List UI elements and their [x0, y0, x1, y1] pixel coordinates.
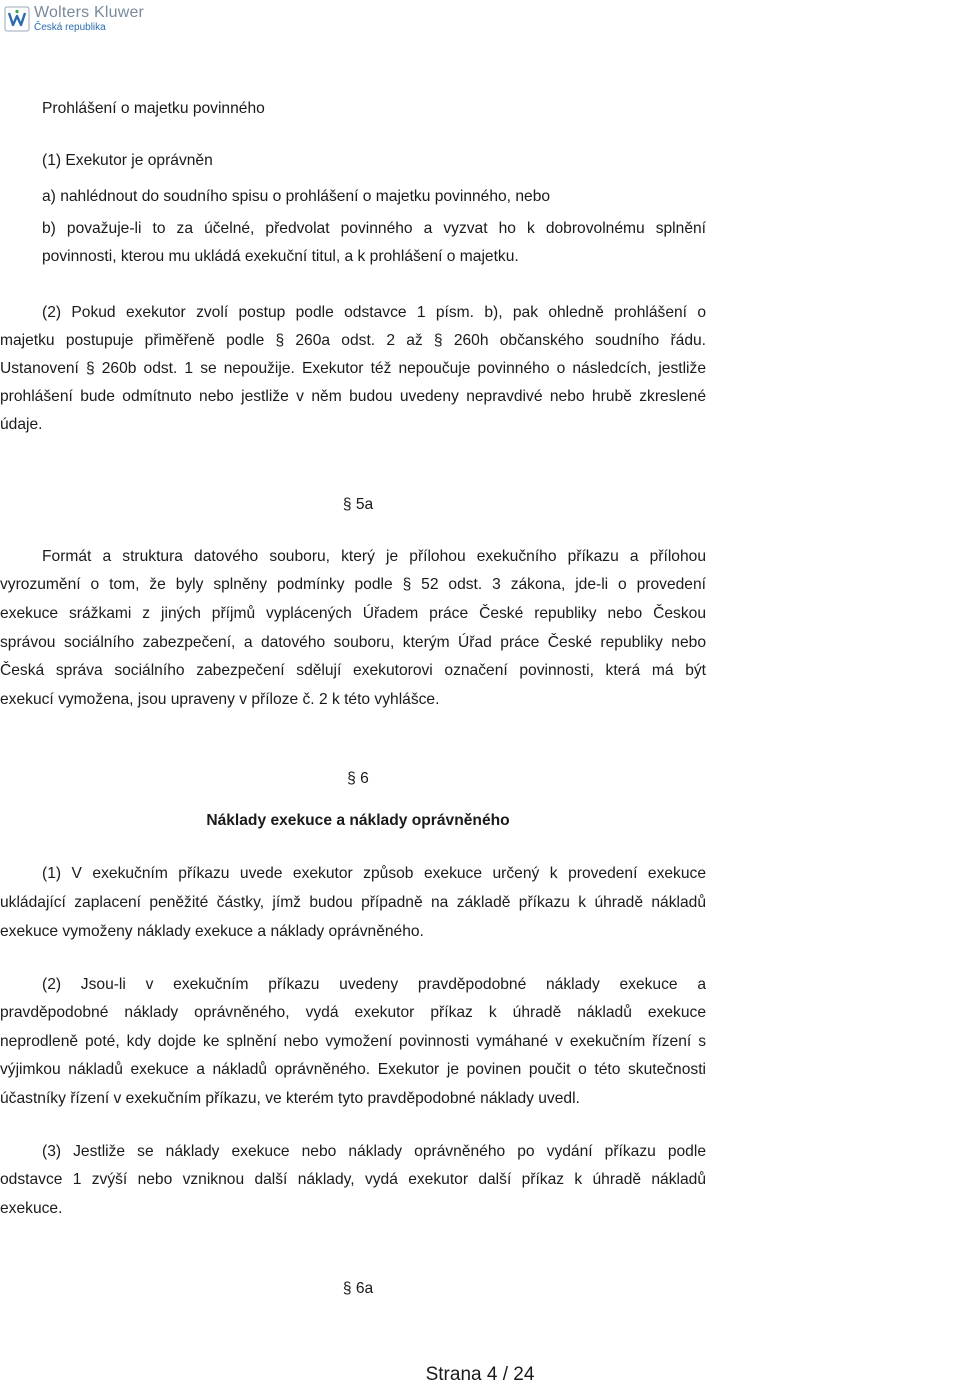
paragraph-line: povinnosti, kterou mu ukládá exekuční titul, a k prohlášení o majetku.	[42, 248, 519, 265]
paragraph-line: Formát a struktura datového souboru, který je přílohou exekučního příkazu a přílohou	[42, 548, 706, 565]
paragraph-line: a) nahlédnout do soudního spisu o prohlášení o majetku povinného, nebo	[42, 188, 551, 205]
paragraph-line: exekuce.	[0, 1200, 63, 1217]
paragraph-line: výjimkou nákladů exekuce a nákladů oprávněného. Exekutor je povinen poučit o této skutečnosti	[0, 1061, 706, 1078]
paragraph-line: vyrozumění o tom, že byly splněny podmínky podle § 52 odst. 3 zákona, jde-li o provedení	[0, 576, 706, 593]
paragraph-line: majetku postupuje přiměřeně podle § 260a odst. 2 až § 260h občanského soudního řádu.	[0, 332, 706, 349]
paragraph-line: b) považuje-li to za účelné, předvolat povinného a vyzvat ho k dobrovolnému splnění	[42, 220, 706, 237]
paragraph-line: účastníky řízení v exekučním příkazu, ve kterém tyto pravděpodobné náklady uvedl.	[0, 1090, 580, 1107]
paragraph-line: (1) V exekučním příkazu uvede exekutor způsob exekuce určený k provedení exekuce	[42, 865, 706, 882]
section-heading: Náklady exekuce a náklady oprávněného	[206, 812, 510, 829]
page-number: Strana 4 / 24	[425, 1364, 535, 1385]
section-number: § 6	[347, 770, 369, 787]
paragraph-line: údaje.	[0, 416, 43, 433]
paragraph-line: ukládající zaplacení peněžité částky, jímž budou případně na základě příkazu k úhradě nákladů	[0, 894, 706, 911]
section-number: § 5a	[342, 496, 374, 513]
paragraph-line: exekuce srážkami z jiných příjmů vyplácených Úřadem práce České republiky nebo Českou	[0, 605, 706, 622]
paragraph-line: správou sociálního zabezpečení, a datového souboru, kterým Úřad práce České republiky nebo	[0, 634, 706, 651]
paragraph-line: Česká správa sociálního zabezpečení sdělují exekutorovi označení povinnosti, která má být	[0, 662, 706, 679]
paragraph-line: exekucí vymožena, jsou upraveny v příloze č. 2 k této vyhlášce.	[0, 691, 440, 708]
logo-name: Wolters Kluwer	[34, 4, 145, 21]
paragraph-line: Ustanovení § 260b odst. 1 se nepoužije. Exekutor též nepoučuje povinného o následcích, jestliže	[0, 360, 706, 377]
paragraph-line: neprodleně poté, kdy dojde ke splnění nebo vymožení povinnosti vymáhané v exekučním řízení s	[0, 1033, 706, 1050]
paragraph-line: pravděpodobné náklady oprávněného, vydá exekutor příkaz k úhradě nákladů exekuce	[0, 1004, 706, 1021]
paragraph-line: (1) Exekutor je oprávněn	[42, 152, 213, 169]
paragraph-line: (2) Pokud exekutor zvolí postup podle odstavce 1 písm. b), pak ohledně prohlášení o	[42, 304, 706, 321]
paragraph-line: (2) Jsou-li v exekučním příkazu uvedeny pravděpodobné náklady exekuce a	[42, 976, 706, 993]
section-title: Prohlášení o majetku povinného	[42, 100, 265, 117]
paragraph-line: exekuce vymoženy náklady exekuce a náklady oprávněného.	[0, 923, 424, 940]
section-number: § 6a	[342, 1280, 374, 1297]
logo-subtitle: Česká republika	[34, 22, 106, 33]
paragraph-line: (3) Jestliže se náklady exekuce nebo náklady oprávněného po vydání příkazu podle	[42, 1143, 706, 1160]
paragraph-line: prohlášení bude odmítnuto nebo jestliže v něm budou uvedeny nepravdivé nebo hrubě zkreslené	[0, 388, 706, 405]
paragraph-line: odstavce 1 zvýší nebo vzniknou další náklady, vydá exekutor další příkaz k úhradě nákladů	[0, 1171, 706, 1188]
